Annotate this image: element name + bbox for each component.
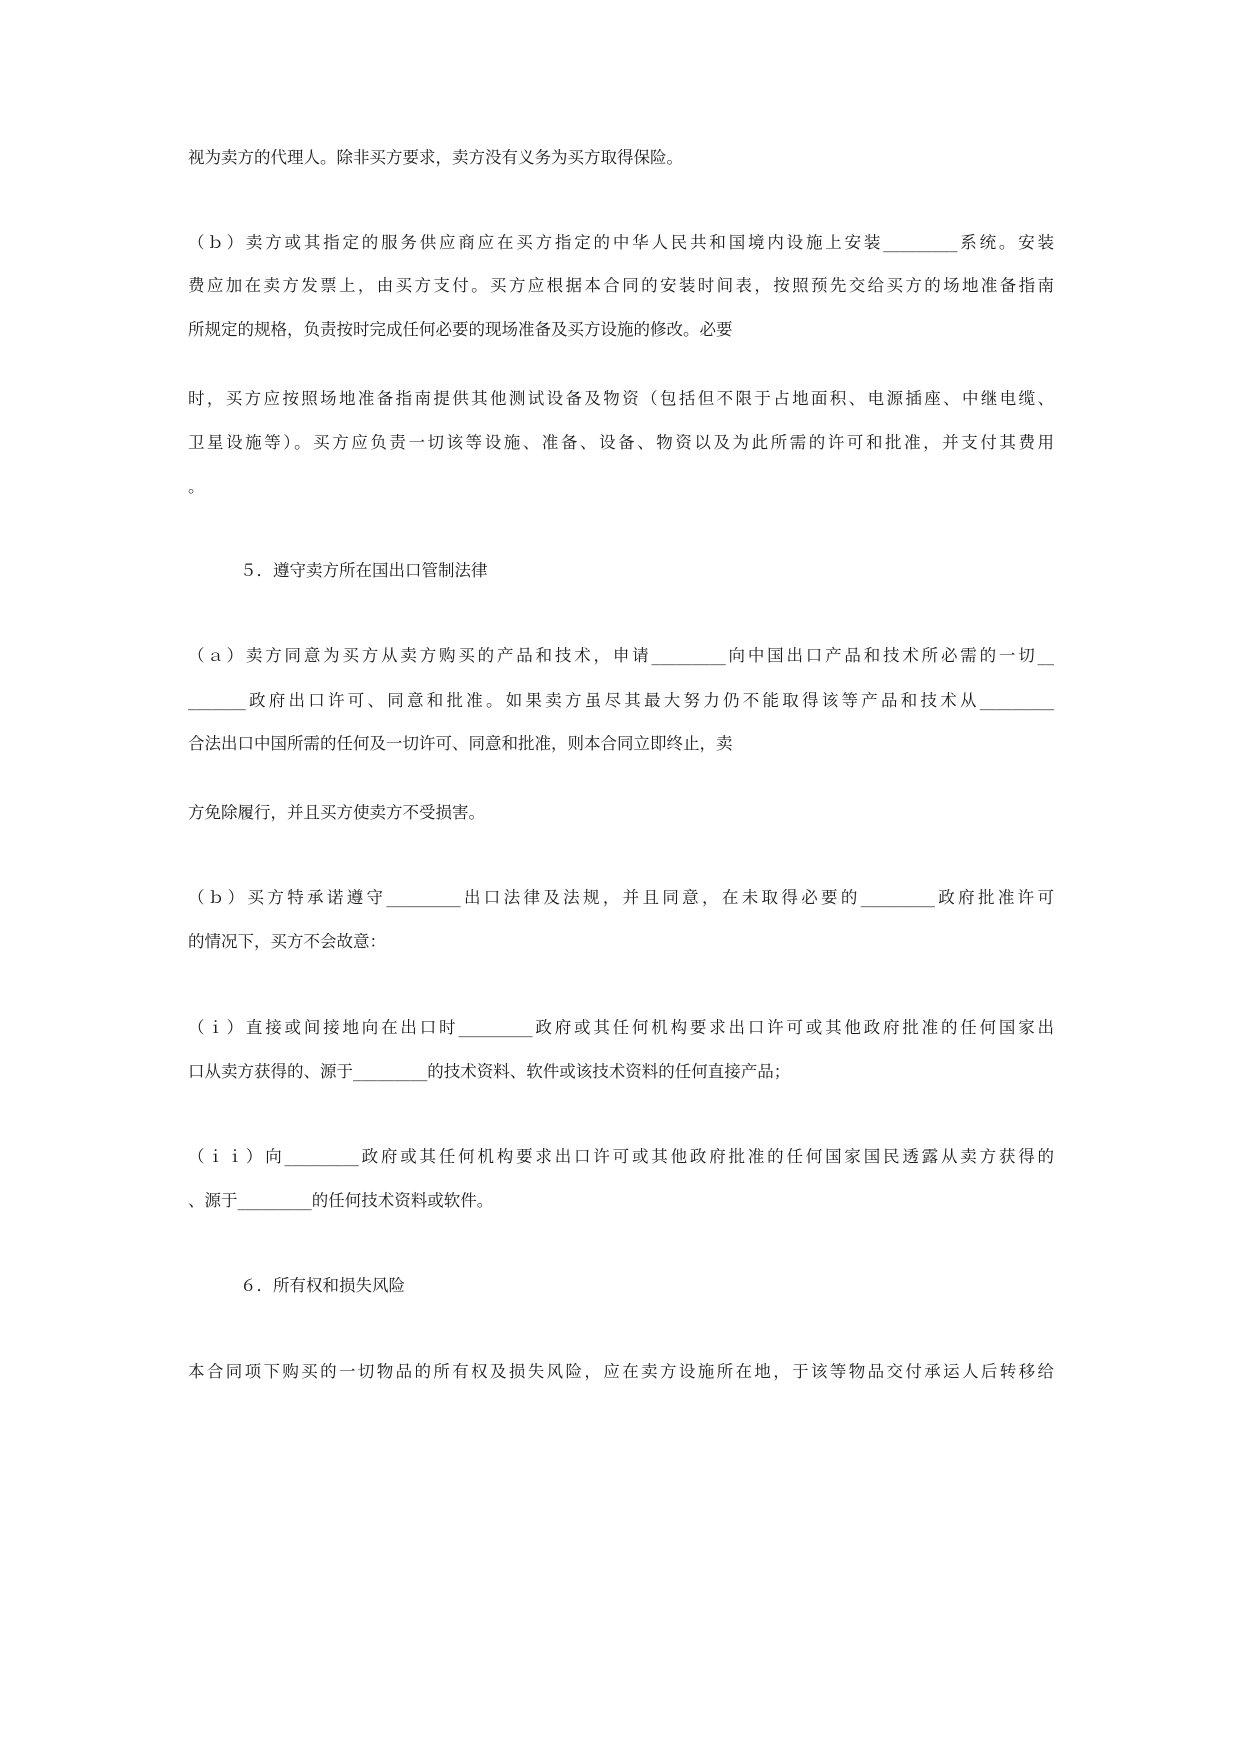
paragraph-line: 。 (188, 477, 205, 496)
paragraph-line: _______政府出口许可、同意和批准。如果卖方虽尽其最大努力仍不能取得该等产品和技术从_________ (188, 691, 1054, 710)
paragraph-line: （ｂ）卖方或其指定的服务供应商应在买方指定的中华人民共和国境内设施上安装_________系统。安装 (188, 233, 1054, 252)
section-heading: ６．所有权和损失风险 (240, 1276, 405, 1295)
paragraph-line: 费应加在卖方发票上，由买方支付。买方应根据本合同的安装时间表，按照预先交给买方的场地准备指南 (188, 276, 1054, 295)
paragraph-line: 口从卖方获得的、源于_________的技术资料、软件或该技术资料的任何直接产品； (188, 1062, 791, 1081)
paragraph-line: （ｉ）直接或间接地向在出口时_________政府或其任何机构要求出口许可或其他政府批准的任何国家出 (188, 1018, 1054, 1037)
paragraph-line: （ｉｉ）向_________政府或其任何机构要求出口许可或其他政府批准的任何国家国民透露从卖方获得的 (188, 1147, 1054, 1166)
paragraph-line: 的情况下，买方不会故意： (188, 932, 386, 951)
paragraph-line: （ａ）卖方同意为买方从卖方购买的产品和技术，申请_________向中国出口产品和技术所必需的一切__ (188, 646, 1054, 665)
section-heading: ５．遵守卖方所在国出口管制法律 (240, 561, 488, 580)
paragraph-line: 合法出口中国所需的任何及一切许可、同意和批准，则本合同立即终止，卖 (188, 734, 733, 753)
paragraph-line: 所规定的规格，负责按时完成任何必要的现场准备及买方设施的修改。必要 (188, 320, 733, 339)
paragraph-line: 视为卖方的代理人。除非买方要求，卖方没有义务为买方取得保险。 (188, 148, 683, 167)
paragraph-line: 方免除履行，并且买方使卖方不受损害。 (188, 803, 485, 822)
paragraph-line: 、源于_________的任何技术资料或软件。 (188, 1191, 494, 1210)
paragraph-line: 时，买方应按照场地准备指南提供其他测试设备及物资（包括但不限于占地面积、电源插座、中继电缆、 (188, 389, 1054, 408)
paragraph-line: 卫星设施等）。买方应负责一切该等设施、准备、设备、物资以及为此所需的许可和批准，并支付其费用 (188, 433, 1054, 452)
paragraph-line: 本合同项下购买的一切物品的所有权及损失风险，应在卖方设施所在地，于该等物品交付承运人后转移给 (188, 1362, 1054, 1381)
paragraph-line: （ｂ）买方特承诺遵守_________出口法律及法规，并且同意，在未取得必要的_________政府批准许可 (188, 888, 1054, 907)
